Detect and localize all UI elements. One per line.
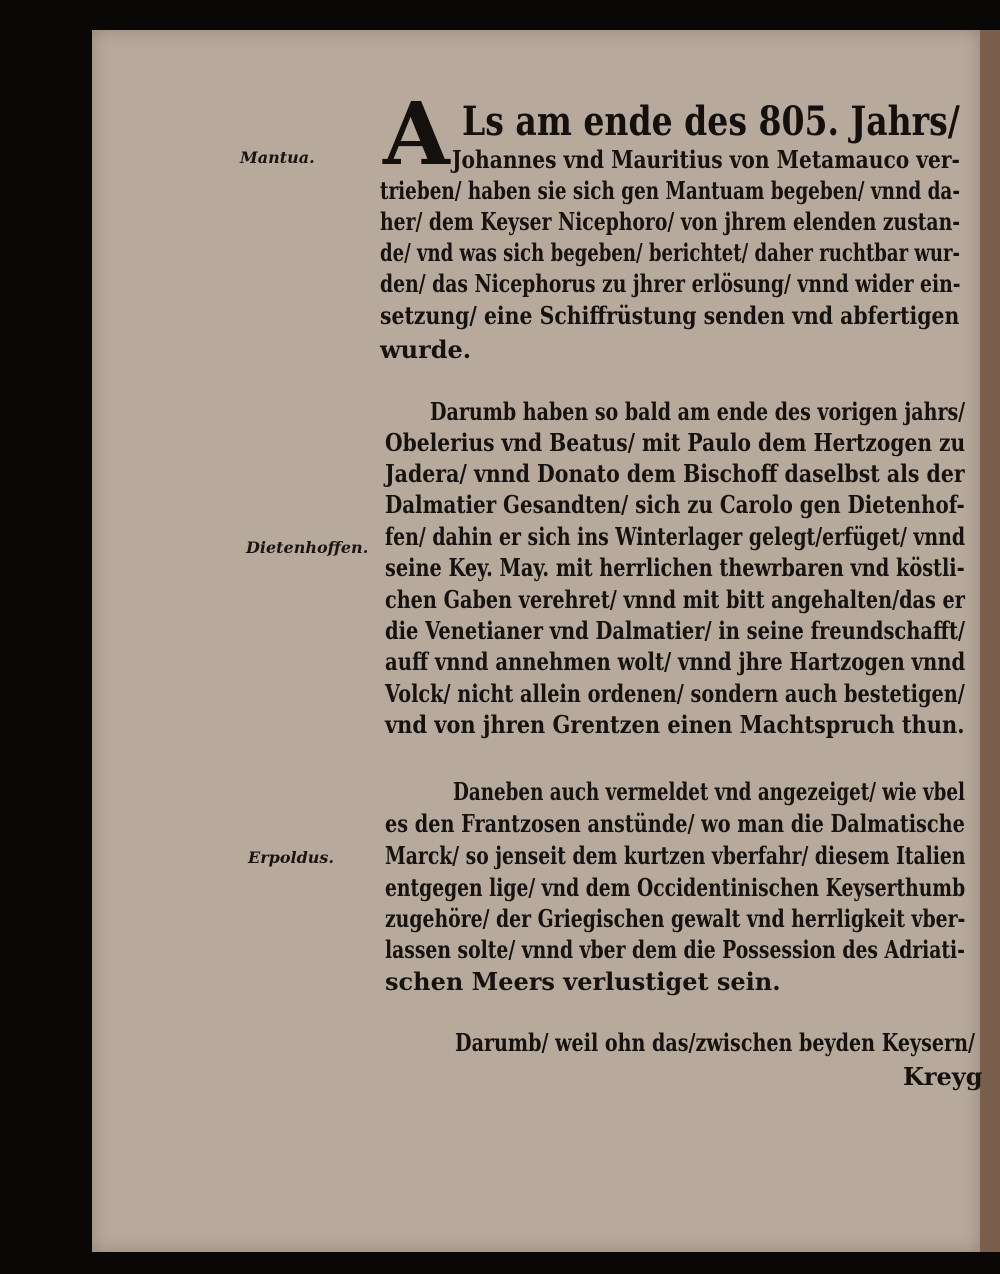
- margin-note-mantua: Mantua.: [240, 148, 315, 167]
- text-line: Marck/ so jenseit dem kurtzen vberfahr/ diesem Italien: [385, 841, 966, 870]
- text-line: Dalmatier Gesandten/ sich zu Carolo gen Dietenhof-: [385, 490, 965, 519]
- text-line: lassen solte/ vnnd vber dem die Possession des Adriati-: [385, 935, 965, 964]
- text-line: vnd von jhren Grentzen einen Machtspruch thun.: [385, 710, 965, 739]
- text-line: entgegen lige/ vnd dem Occidentinischen Keyserthumb: [385, 873, 966, 902]
- page-edge: [980, 30, 1000, 1252]
- catchword: Kreyg: [903, 1062, 983, 1091]
- text-line: Johannes vnd Mauritius von Metamauco ver-: [452, 145, 960, 174]
- text-line: Obelerius vnd Beatus/ mit Paulo dem Hertzogen zu: [385, 428, 966, 457]
- paragraph-1: [380, 145, 960, 375]
- margin-note-dietenhoffen: Dietenhoffen.: [246, 538, 369, 557]
- text-line: setzung/ eine Schiffrüstung senden vnd abfertigen: [380, 301, 960, 330]
- paragraph-4: [455, 1028, 975, 1062]
- text-line: zugehöre/ der Griegischen gewalt vnd herrligkeit vber-: [385, 904, 966, 933]
- text-line: schen Meers verlustiget sein.: [385, 967, 781, 996]
- drop-cap: A: [383, 84, 450, 185]
- text-line: Volck/ nicht allein ordenen/ sondern auch bestetigen/: [385, 679, 965, 708]
- text-line: her/ dem Keyser Nicephoro/ von jhrem elenden zustan-: [380, 207, 961, 236]
- text-line: es den Frantzosen anstünde/ wo man die Dalmatische: [385, 809, 965, 838]
- text-line: Daneben auch vermeldet vnd angezeiget/ wie vbel: [453, 777, 965, 806]
- text-line: Jadera/ vnnd Donato dem Bischoff daselbst als der: [385, 459, 965, 488]
- paragraph-3: [385, 777, 965, 1007]
- text-line: chen Gaben verehret/ vnnd mit bitt angehalten/das er: [385, 585, 965, 614]
- text-line: den/ das Nicephorus zu jhrer erlösung/ vnnd wider ein-: [380, 269, 961, 298]
- margin-note-erpoldus: Erpoldus.: [248, 848, 334, 867]
- text-line: fen/ dahin er sich ins Winterlager gelegt/erfüget/ vnnd: [385, 522, 966, 551]
- text-line: die Venetianer vnd Dalmatier/ in seine freundschafft/: [385, 616, 966, 645]
- text-line: wurde.: [380, 335, 472, 364]
- text-line: Darumb haben so bald am ende des vorigen jahrs/: [430, 397, 966, 426]
- text-line: seine Key. May. mit herrlichen thewrbaren vnd köstli-: [385, 553, 965, 582]
- text-line: trieben/ haben sie sich gen Mantuam begeben/ vnnd da-: [380, 176, 960, 205]
- text-line: de/ vnd was sich begeben/ berichtet/ daher ruchtbar wur-: [380, 238, 961, 267]
- text-line: Darumb/ weil ohn das/zwischen beyden Keysern/: [455, 1028, 975, 1057]
- paragraph-2: [385, 397, 965, 747]
- headline: Ls am ende des 805. Jahrs/: [462, 98, 960, 145]
- text-line: auff vnnd annehmen wolt/ vnnd jhre Hartzogen vnnd: [385, 647, 966, 676]
